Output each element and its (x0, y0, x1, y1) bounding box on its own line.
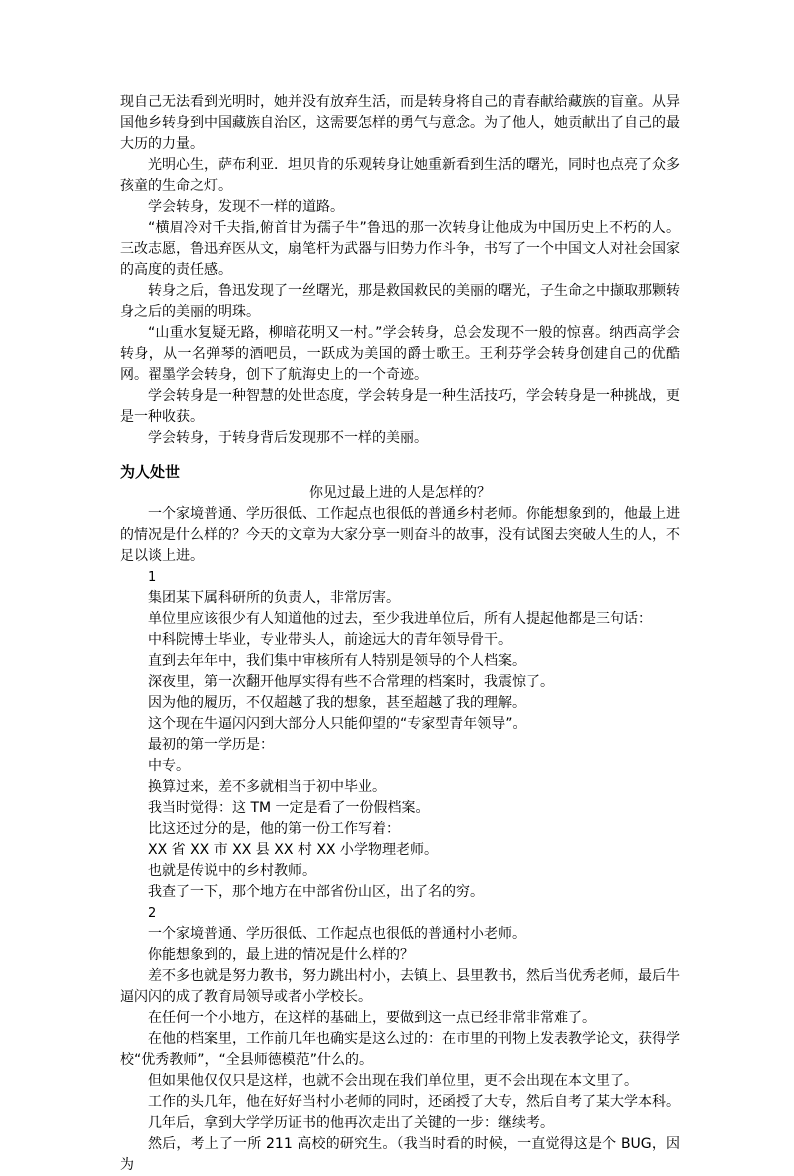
paragraph: 转身之后，鲁迅发现了一丝曙光，那是救国救民的美丽的曙光，子生命之中撷取那颗转身之后的美丽的明珠。 (120, 283, 680, 320)
section-number: 2 (148, 906, 157, 921)
paragraph: “山重水复疑无路，柳暗花明又一村。”学会转身，总会发现不一般的惊喜。纳西高学会转身，从一名弹琴的酒吧员，一跃成为美国的爵士歌王。王利芬学会转身创建自己的优酷网。翟墨学会转身，创下了航海史上的一个奇迹。 (120, 325, 680, 383)
story-part-2 (120, 924, 680, 1176)
story-line: 你能想象到的，最上进的情况是什么样的？ (148, 947, 414, 963)
section-number: 1 (148, 570, 157, 585)
paragraph: 在任何一个小地方，在这样的基础上，要做到这一点已经非常非常难了。 (148, 1010, 596, 1026)
story-line: 换算过来，差不多就相当于初中毕业。 (148, 779, 386, 795)
paragraph: 学会转身，发现不一样的道路。 (148, 199, 344, 215)
paragraph: 学会转身是一种智慧的处世态度，学会转身是一种生活技巧，学会转身是一种挑战，更是一种收获。 (120, 388, 680, 425)
essay-continuation (120, 92, 680, 449)
article-title: 你见过最上进的人是怎样的？ (309, 485, 491, 501)
paragraph: 工作的头几年，他在好好当村小老师的同时，还函授了大专，然后自考了某大学本科。 (148, 1094, 680, 1110)
paragraph: 几年后，拿到大学学历证书的他再次走出了关键的一步：继续考。 (148, 1115, 554, 1131)
document-page (120, 92, 680, 1176)
intro-paragraph: 一个家境普通、学历很低、工作起点也很低的普通乡村老师。你能想象到的，他最上进的情况是什么样的？今天的文章为大家分享一则奋斗的故事，没有试图去突破人生的人，不足以谈上进。 (120, 506, 680, 564)
story-line: 这个现在牛逼闪闪到大部分人只能仰望的“专家型青年领导”。 (148, 716, 527, 732)
story-line: 单位里应该很少有人知道他的过去，至少我进单位后，所有人提起他都是三句话： (148, 611, 652, 627)
paragraph: 但如果他仅仅只是这样，也就不会出现在我们单位里，更不会出现在本文里了。 (148, 1073, 638, 1089)
story-line: 集团某下属科研所的负责人，非常厉害。 (148, 590, 400, 606)
story-line: 也就是传说中的乡村教师。 (148, 863, 316, 879)
section-title: 为人处世 (120, 463, 181, 481)
story-line: 直到去年年中，我们集中审核所有人特别是领导的个人档案。 (148, 653, 526, 669)
paragraph: 在他的档案里，工作前几年也确实是这么过的：在市里的刊物上发表教学论文，获得学校“优秀教师”，“全县师德模范”什么的。 (120, 1031, 680, 1068)
paragraph: 光明心生，萨布利亚．坦贝肯的乐观转身让她重新看到生活的曙光，同时也点亮了众多孩童的生命之灯。 (120, 157, 680, 194)
story-line: 因为他的履历，不仅超越了我的想象，甚至超越了我的理解。 (148, 695, 526, 711)
paragraph: 差不多也就是努力教书，努力跳出村小，去镇上、县里教书，然后当优秀老师，最后牛逼闪闪的成了教育局领导或者小学校长。 (120, 968, 680, 1005)
story-line: 最初的第一学历是： (148, 737, 274, 753)
story-line: 中科院博士毕业，专业带头人，前途远大的青年领导骨干。 (148, 632, 512, 648)
paragraph: 学会转身，于转身背后发现那不一样的美丽。 (148, 430, 428, 446)
paragraph: “横眉冷对千夫指,俯首甘为孺子牛”鲁迅的那一次转身让他成为中国历史上不朽的人。三改志愿，鲁迅弃医从文，扇笔杆为武器与旧势力作斗争，书写了一个中国文人对社会国家的高度的责任感。 (120, 220, 680, 278)
story-line: 一个家境普通、学历很低、工作起点也很低的普通村小老师。 (148, 926, 526, 942)
story-line: 中专。 (148, 758, 190, 774)
paragraph: 现自己无法看到光明时，她并没有放弃生活，而是转身将自己的青春献给藏族的盲童。从异国他乡转身到中国藏族自治区，这需要怎样的勇气与意念。为了他人，她贡献出了自己的最大历的力量。 (120, 94, 680, 152)
story-line: 我查了一下，那个地方在中部省份山区，出了名的穷。 (148, 884, 484, 900)
paragraph: 然后，考上了一所 211 高校的研究生。（我当时看的时候，一直觉得这是个 BUG，因为 (120, 1136, 680, 1173)
story-line: 比这还过分的是，他的第一份工作写着： (148, 821, 400, 837)
story-line: XX 省 XX 市 XX 县 XX 村 XX 小学物理老师。 (148, 842, 438, 858)
story-line: 深夜里，第一次翻开他厚实得有些不合常理的档案时，我震惊了。 (148, 674, 554, 690)
story-part-1 (120, 588, 680, 903)
story-line: 我当时觉得：这 TM 一定是看了一份假档案。 (148, 800, 430, 816)
